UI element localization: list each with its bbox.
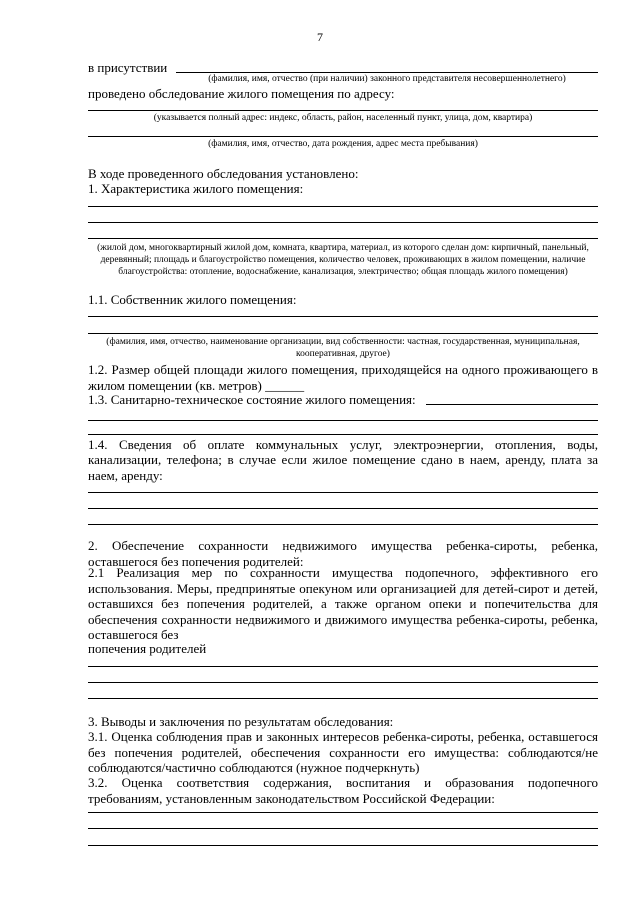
item2-1: 2.1 Реализация мер по сохранности имущества подопечного, эффективного его использования. Меры, предпринятые опекуном или организацией для детей-сирот и детей, оставшихся без попечения родителей, а также органом опеки и попечительства для обеспечения сохранности недвижимого и движимого имущества ребенка-сироты, ребенка, оставшегося без [88, 565, 598, 643]
caption-guardian: (фамилия, имя, отчество (при наличии) законного представителя несовершеннолетнего) [208, 74, 566, 84]
established-label: В ходе проведенного обследования установлено: [88, 166, 359, 181]
item1-3-fill-line [426, 404, 598, 405]
item3-line-2 [88, 828, 598, 829]
item3-line-1 [88, 812, 598, 813]
item2-1-end: попечения родителей [88, 641, 207, 656]
caption-person: (фамилия, имя, отчество, дата рождения, адрес места пребывания) [208, 139, 478, 149]
item1-1-line-2 [88, 333, 598, 334]
item2: 2. Обеспечение сохранности недвижимого имущества ребенка-сироты, ребенка, оставшегося без попечения родителей: [88, 538, 598, 569]
item1-1-line-1 [88, 316, 598, 317]
presence-label: в присутствии [88, 60, 168, 75]
item2-line-1 [88, 666, 598, 667]
item1-line-1 [88, 206, 598, 207]
survey-address-label: проведено обследование жилого помещения по адресу: [88, 86, 395, 101]
item2-line-2 [88, 682, 598, 683]
item3-line-3 [88, 845, 598, 846]
person-fill-line [88, 136, 598, 137]
item1-title: 1. Характеристика жилого помещения: [88, 181, 304, 196]
item1-line-3 [88, 238, 598, 239]
caption-address: (указывается полный адрес: индекс, область, район, населенный пункт, улица, дом, квартира) [153, 113, 533, 123]
caption-housing: (жилой дом, многоквартирный жилой дом, комната, квартира, материал, из которого сделан дом: кирпичный, панельный, деревянный; площадь и благоустройство помещения, количество человек, проживающих в жилом помещении, наличие благоустройства: отопление, водоснабжение, канализация, электричество; общая площадь жилого помещения) [97, 243, 589, 277]
item2-line-3 [88, 698, 598, 699]
item1-3: 1.3. Санитарно-техническое состояние жилого помещения: [88, 392, 416, 407]
item3-1: 3.1. Оценка соблюдения прав и законных интересов ребенка-сироты, ребенка, оставшегося без попечения родителей, обеспечения сохранности его имущества: соблюдаются/не соблюдаются/частично соблюдаются (нужное подчеркнуть) [88, 729, 598, 776]
item1-1: 1.1. Собственник жилого помещения: [88, 292, 297, 307]
item1-3-line-3 [88, 434, 598, 435]
item1-2: 1.2. Размер общей площади жилого помещения, приходящейся на одного проживающего в жилом помещении (кв. метров) ______ [88, 362, 598, 393]
item1-3-line-2 [88, 420, 598, 421]
caption-owner: (фамилия, имя, отчество, наименование организации, вид собственности: частная, государственная, муниципальная, кооперативная, другое) [106, 337, 580, 359]
item1-4-line-1 [88, 492, 598, 493]
item1-line-2 [88, 222, 598, 223]
item3-2: 3.2. Оценка соответствия содержания, воспитания и образования подопечного требованиям, установленным законодательством Российской Федерации: [88, 775, 598, 806]
item3: 3. Выводы и заключения по результатам обследования: [88, 714, 394, 729]
item1-4: 1.4. Сведения об оплате коммунальных услуг, электроэнергии, отопления, воды, канализации, телефона; в случае если жилое помещение сдано в наем, аренду, плата за наем, аренду: [88, 437, 598, 483]
address-fill-line [88, 110, 598, 111]
item1-4-line-3 [88, 524, 598, 525]
item1-4-line-2 [88, 508, 598, 509]
page-number: 7 [317, 30, 323, 44]
